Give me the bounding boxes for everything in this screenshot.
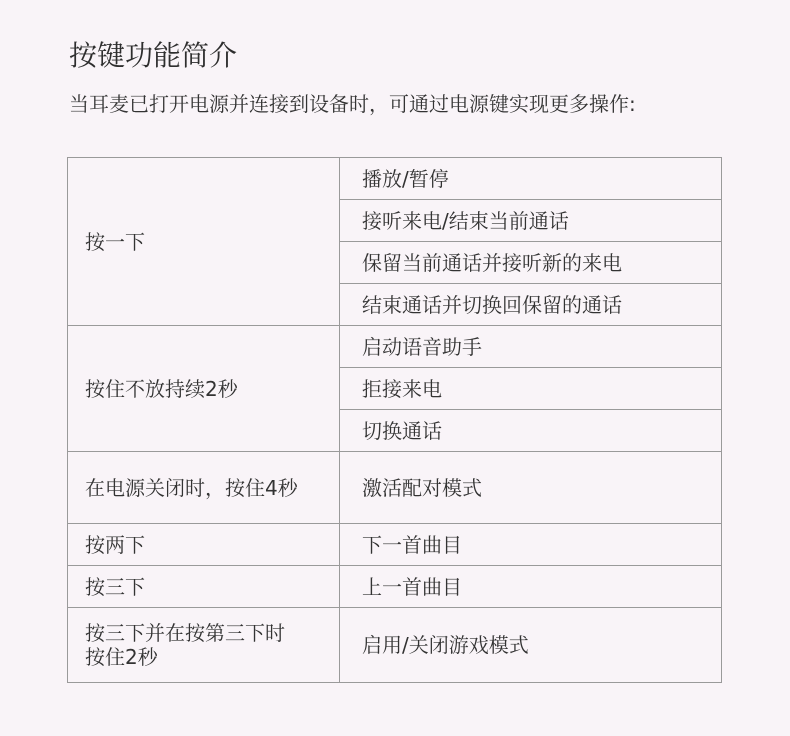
table-row — [68, 608, 722, 683]
result-cell: 结束通话并切换回保留的通话 — [340, 284, 722, 326]
result-cell: 上一首曲目 — [340, 566, 722, 608]
action-cell: 在电源关闭时，按住4秒 — [68, 452, 340, 524]
action-cell: 按三下 — [68, 566, 340, 608]
table-row — [68, 524, 722, 566]
action-cell — [68, 608, 340, 683]
action-cell: 按两下 — [68, 524, 340, 566]
action-cell: 按住不放持续2秒 — [68, 326, 340, 452]
result-cell: 播放/暂停 — [340, 158, 722, 200]
page-subtitle: 当耳麦已打开电源并连接到设备时，可通过电源键实现更多操作: — [69, 92, 636, 116]
table-row — [68, 566, 722, 608]
page-title: 按键功能简介 — [69, 39, 238, 72]
result-cell: 下一首曲目 — [340, 524, 722, 566]
result-cell: 保留当前通话并接听新的来电 — [340, 242, 722, 284]
action-line: 按三下并在按第三下时 — [85, 621, 285, 645]
result-cell: 启用/关闭游戏模式 — [340, 608, 722, 683]
result-cell: 切换通话 — [340, 410, 722, 452]
result-cell: 接听来电/结束当前通话 — [340, 200, 722, 242]
table-row — [68, 326, 722, 368]
result-cell: 激活配对模式 — [340, 452, 722, 524]
action-cell: 按一下 — [68, 158, 340, 326]
result-cell: 启动语音助手 — [340, 326, 722, 368]
table-row — [68, 452, 722, 524]
button-function-table — [67, 157, 722, 683]
table-row — [68, 158, 722, 200]
result-cell: 拒接来电 — [340, 368, 722, 410]
action-line: 按住2秒 — [85, 645, 158, 669]
